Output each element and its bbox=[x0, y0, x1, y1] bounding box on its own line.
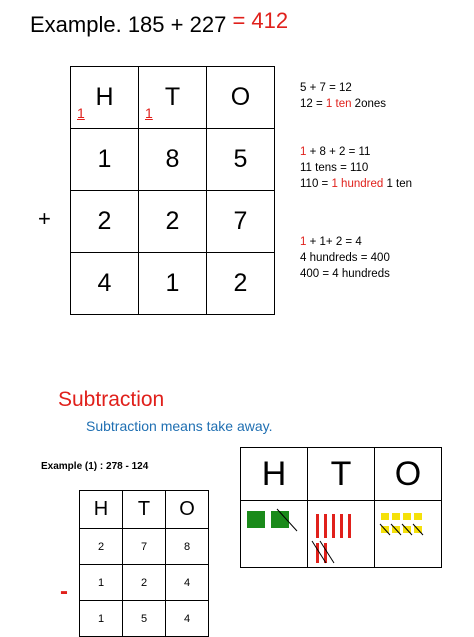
table-row bbox=[71, 253, 275, 315]
cell: 8 bbox=[139, 129, 207, 191]
note-highlight: 1 bbox=[300, 146, 307, 158]
example-title bbox=[30, 8, 289, 38]
note-text: 110 = bbox=[300, 178, 332, 190]
note-highlight: 1 ten bbox=[325, 98, 352, 110]
carry-hundreds: 1 bbox=[77, 105, 85, 121]
ones-cubes-icon bbox=[375, 501, 441, 567]
header-ones: O bbox=[166, 491, 209, 529]
hundreds-note-line: 4 hundreds = 400 bbox=[300, 252, 390, 264]
note-text: + 1+ 2 = 4 bbox=[306, 236, 362, 248]
table-row bbox=[71, 191, 275, 253]
cell: 5 bbox=[123, 601, 166, 637]
note-text: + 8 + 2 = 11 bbox=[306, 146, 371, 158]
tens-rods-cell bbox=[308, 501, 375, 568]
picture-row bbox=[241, 501, 442, 568]
example-expression: Example. 185 + 227 bbox=[30, 12, 227, 37]
cell: 1 bbox=[139, 253, 207, 315]
cell: 2 bbox=[80, 529, 123, 565]
hundreds-notes bbox=[300, 234, 390, 282]
example-answer: = 412 bbox=[232, 8, 289, 33]
subtraction-heading: Subtraction bbox=[58, 388, 165, 411]
header-t-label: T bbox=[164, 83, 181, 111]
table-row bbox=[80, 565, 209, 601]
addition-header-row bbox=[71, 67, 275, 129]
header-tens: T bbox=[123, 491, 166, 529]
ones-cubes-cell bbox=[375, 501, 442, 568]
minus-sign: - bbox=[60, 578, 68, 605]
cell: 4 bbox=[71, 253, 139, 315]
ones-note-line: 5 + 7 = 12 bbox=[300, 82, 352, 94]
header-o-label: O bbox=[230, 83, 251, 111]
table-row bbox=[80, 601, 209, 637]
hundreds-note-line bbox=[300, 234, 390, 250]
tens-notes bbox=[300, 144, 412, 192]
note-text: 1 ten bbox=[383, 178, 413, 190]
carry-tens: 1 bbox=[145, 105, 153, 121]
tens-note-line: 11 tens = 110 bbox=[300, 162, 369, 174]
header-hundreds bbox=[71, 67, 139, 129]
cell: 1 bbox=[80, 601, 123, 637]
cell: 5 bbox=[207, 129, 275, 191]
hundreds-note-line: 400 = 4 hundreds bbox=[300, 268, 390, 280]
cell: 2 bbox=[139, 191, 207, 253]
addition-place-value-table bbox=[70, 66, 275, 315]
ones-notes bbox=[300, 80, 386, 112]
ones-note-line bbox=[300, 96, 386, 112]
tens-rods-icon bbox=[308, 501, 374, 567]
header-tens bbox=[139, 67, 207, 129]
subtraction-place-value-table bbox=[79, 490, 209, 637]
cell: 4 bbox=[166, 565, 209, 601]
hundreds-blocks-icon bbox=[241, 501, 307, 567]
tens-note-line bbox=[300, 144, 412, 160]
note-text: 12 = bbox=[300, 98, 326, 110]
header-hundreds: H bbox=[241, 448, 308, 501]
cell: 4 bbox=[166, 601, 209, 637]
subtraction-header-row bbox=[80, 491, 209, 529]
cell: 8 bbox=[166, 529, 209, 565]
cell: 1 bbox=[80, 565, 123, 601]
note-highlight: 1 hundred bbox=[331, 178, 384, 190]
cell: 7 bbox=[207, 191, 275, 253]
picture-header-row bbox=[241, 448, 442, 501]
cell: 2 bbox=[207, 253, 275, 315]
table-row bbox=[80, 529, 209, 565]
note-highlight: 1 bbox=[300, 236, 307, 248]
header-tens: T bbox=[308, 448, 375, 501]
note-text: 2ones bbox=[351, 98, 387, 110]
cell: 2 bbox=[71, 191, 139, 253]
header-h-label: H bbox=[95, 83, 114, 111]
table-row bbox=[71, 129, 275, 191]
header-hundreds: H bbox=[80, 491, 123, 529]
cell: 7 bbox=[123, 529, 166, 565]
header-ones bbox=[207, 67, 275, 129]
plus-sign: + bbox=[38, 206, 51, 231]
cell: 1 bbox=[71, 129, 139, 191]
hundreds-blocks-cell bbox=[241, 501, 308, 568]
header-ones: O bbox=[375, 448, 442, 501]
subtraction-description: Subtraction means take away. bbox=[86, 418, 273, 434]
base-ten-picture-table bbox=[240, 447, 442, 568]
subtraction-example-label: Example (1) : 278 - 124 bbox=[41, 461, 149, 472]
tens-note-line bbox=[300, 176, 412, 192]
cell: 2 bbox=[123, 565, 166, 601]
